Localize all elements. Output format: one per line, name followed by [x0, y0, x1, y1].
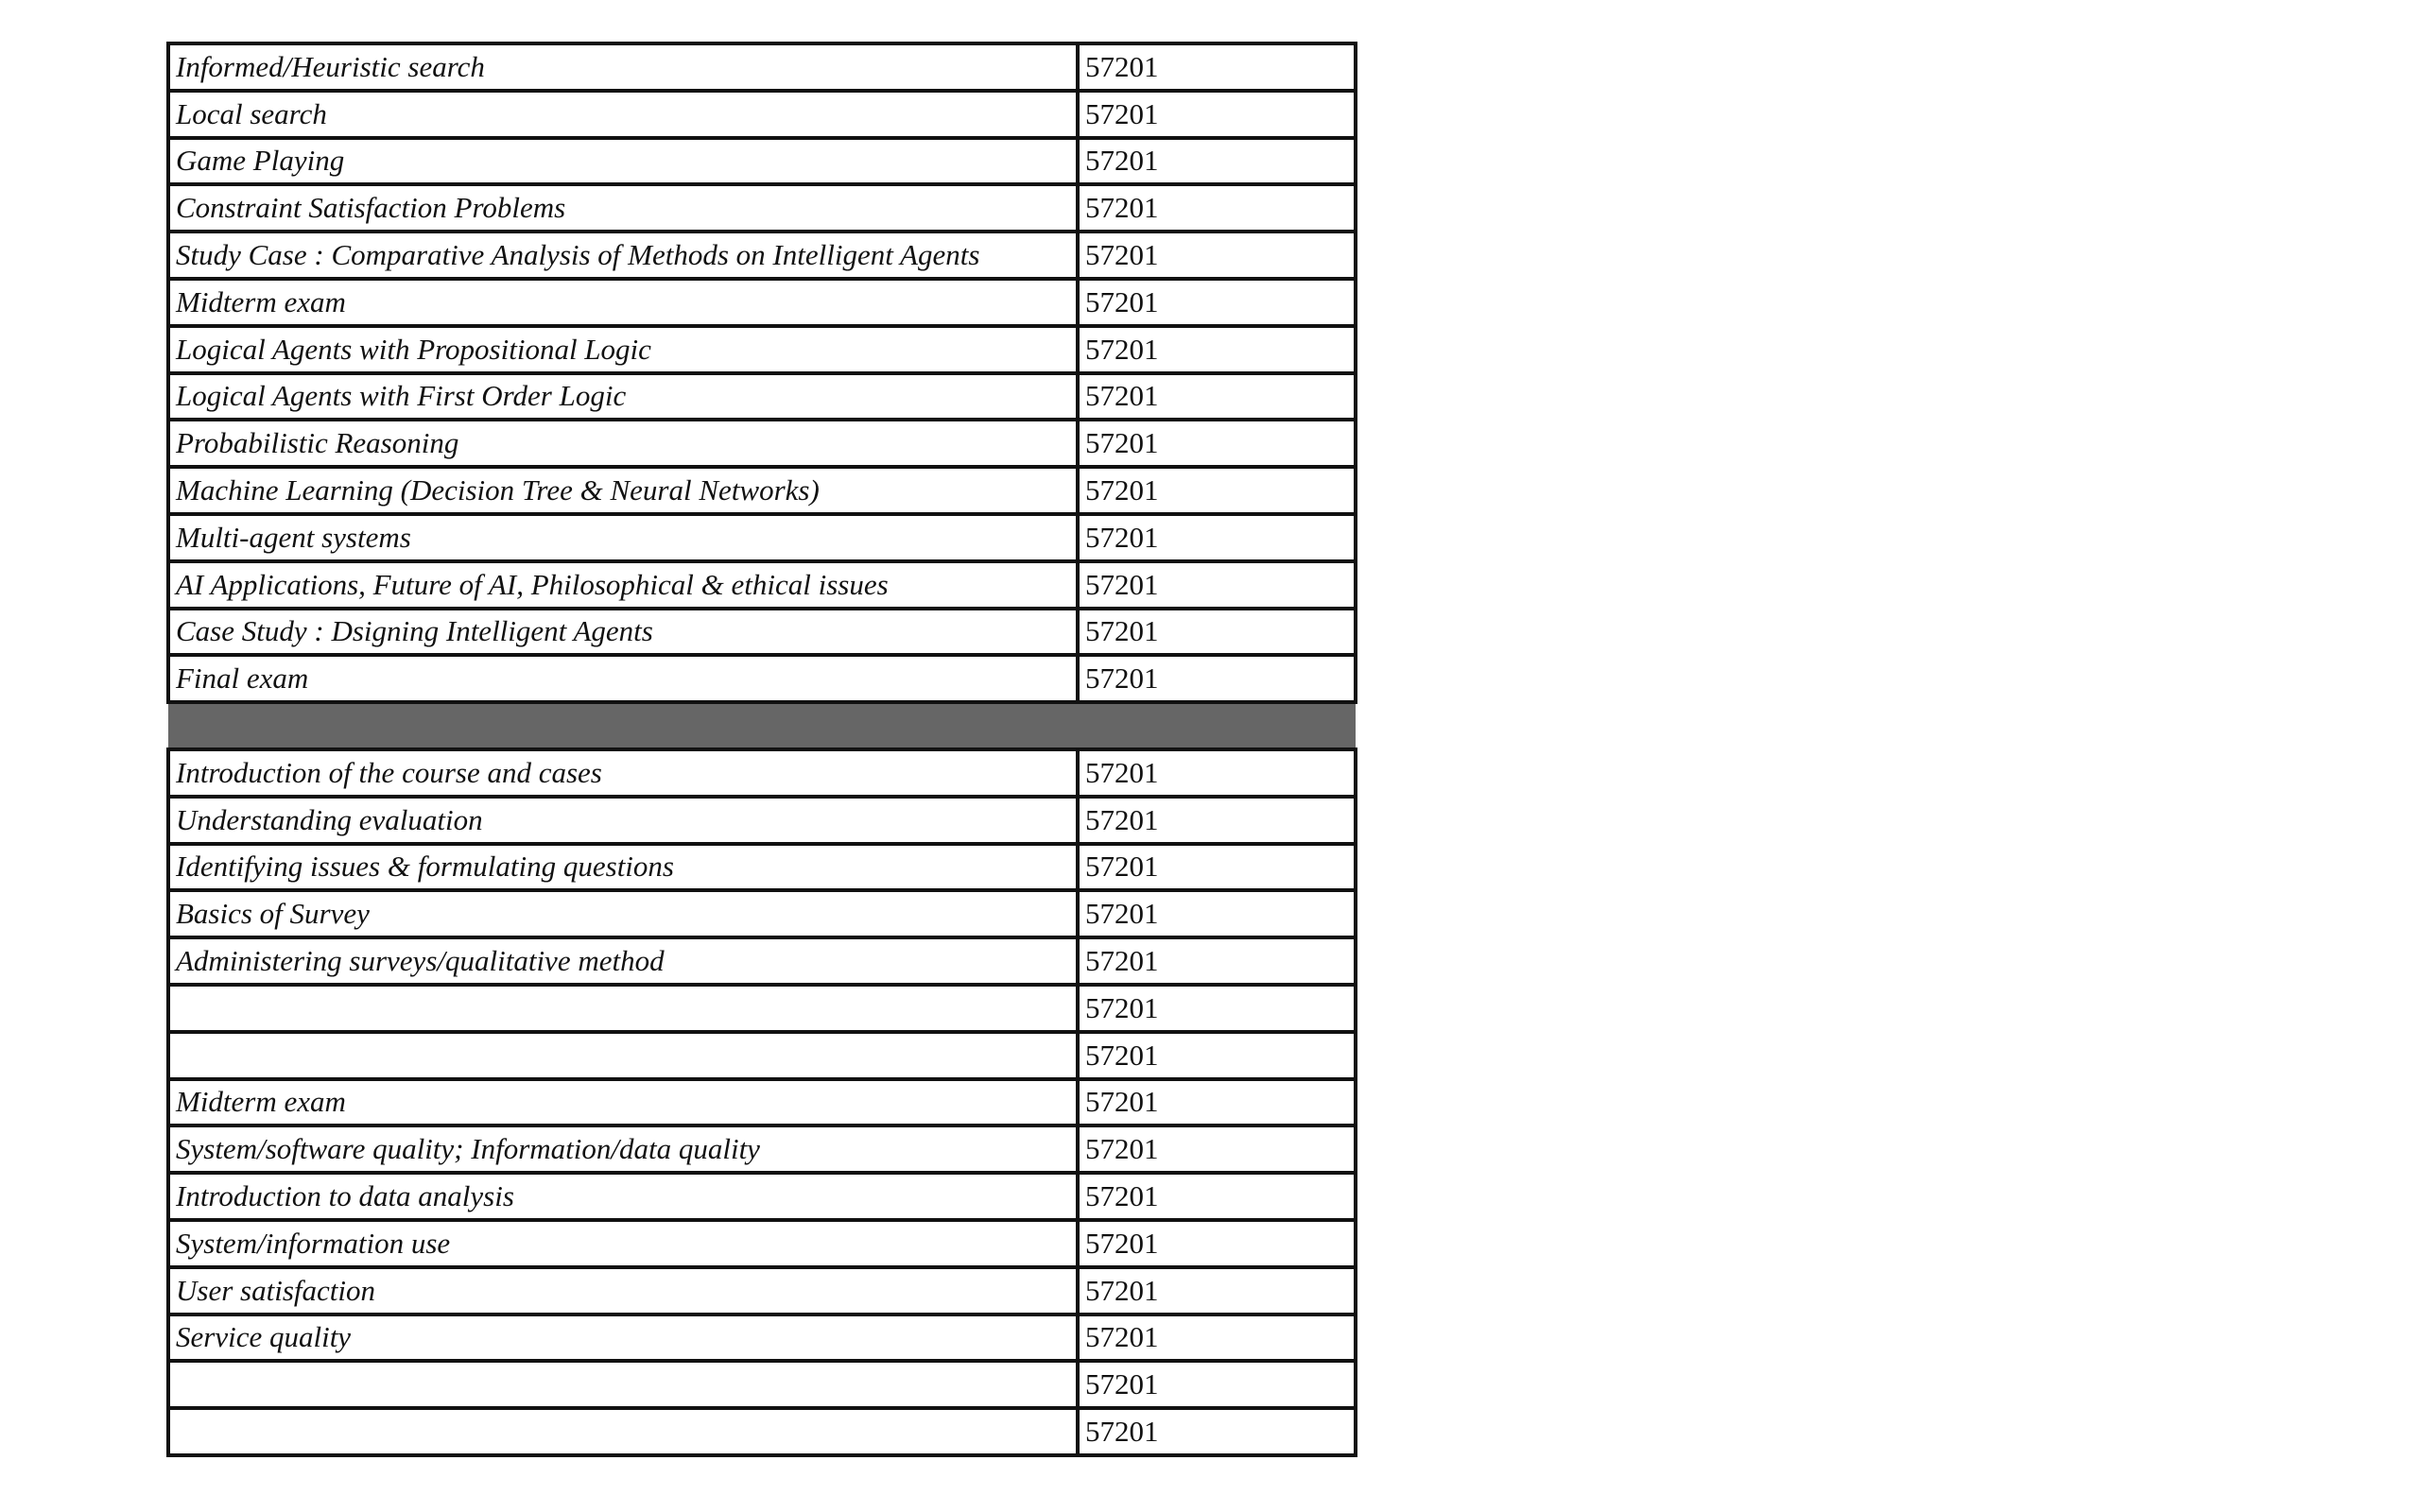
- topic-cell: Machine Learning (Decision Tree & Neural Networks): [168, 467, 1078, 514]
- table-row: [168, 184, 1356, 232]
- topic-cell: [168, 1408, 1078, 1455]
- course-code-cell: 57201: [1078, 1125, 1356, 1173]
- course-code-cell: 57201: [1078, 184, 1356, 232]
- course-code-cell: 57201: [1078, 1314, 1356, 1362]
- table-row: [168, 1408, 1356, 1455]
- table-row: [168, 1220, 1356, 1267]
- course-code-cell: 57201: [1078, 1079, 1356, 1126]
- table-row: [168, 797, 1356, 844]
- table-row: [168, 609, 1356, 656]
- table-row: [168, 420, 1356, 467]
- course-code-cell: 57201: [1078, 138, 1356, 185]
- course-code-cell: 57201: [1078, 420, 1356, 467]
- topic-cell: User satisfaction: [168, 1267, 1078, 1314]
- topic-cell: Introduction of the course and cases: [168, 749, 1078, 797]
- table-row: [168, 985, 1356, 1032]
- course-schedule-table: [166, 42, 1357, 1457]
- course-code-cell: 57201: [1078, 1032, 1356, 1079]
- course-code-cell: 57201: [1078, 985, 1356, 1032]
- table-row: [168, 1125, 1356, 1173]
- course-code-cell: 57201: [1078, 279, 1356, 326]
- topic-cell: Local search: [168, 91, 1078, 138]
- table-row: [168, 1032, 1356, 1079]
- topic-cell: Informed/Heuristic search: [168, 43, 1078, 91]
- course-code-cell: 57201: [1078, 749, 1356, 797]
- topic-cell: Basics of Survey: [168, 890, 1078, 937]
- table-row: [168, 749, 1356, 797]
- course-code-cell: 57201: [1078, 467, 1356, 514]
- table-row: [168, 373, 1356, 421]
- topic-cell: Midterm exam: [168, 279, 1078, 326]
- table-row: [168, 890, 1356, 937]
- course-code-cell: 57201: [1078, 326, 1356, 373]
- course-code-cell: 57201: [1078, 655, 1356, 702]
- topic-cell: [168, 985, 1078, 1032]
- topic-cell: Administering surveys/qualitative method: [168, 937, 1078, 985]
- topic-cell: [168, 1361, 1078, 1408]
- topic-cell: AI Applications, Future of AI, Philosophical & ethical issues: [168, 561, 1078, 609]
- topic-cell: Constraint Satisfaction Problems: [168, 184, 1078, 232]
- course-code-cell: 57201: [1078, 1361, 1356, 1408]
- course-code-cell: 57201: [1078, 844, 1356, 891]
- topic-cell: Logical Agents with First Order Logic: [168, 373, 1078, 421]
- table-row: [168, 1267, 1356, 1314]
- course-code-cell: 57201: [1078, 91, 1356, 138]
- topic-cell: Introduction to data analysis: [168, 1173, 1078, 1220]
- course-code-cell: 57201: [1078, 890, 1356, 937]
- table-row: [168, 655, 1356, 702]
- topic-cell: Probabilistic Reasoning: [168, 420, 1078, 467]
- course-code-cell: 57201: [1078, 373, 1356, 421]
- separator-bar: [168, 702, 1356, 749]
- topic-cell: System/software quality; Information/data quality: [168, 1125, 1078, 1173]
- table-row: [168, 844, 1356, 891]
- table-row: [168, 1361, 1356, 1408]
- table-row: [168, 279, 1356, 326]
- schedule-body: [168, 43, 1356, 1455]
- table-row: [168, 514, 1356, 561]
- table-row: [168, 232, 1356, 279]
- course-code-cell: 57201: [1078, 937, 1356, 985]
- course-code-cell: 57201: [1078, 232, 1356, 279]
- table-row: [168, 326, 1356, 373]
- topic-cell: Service quality: [168, 1314, 1078, 1362]
- section-separator: [168, 702, 1356, 749]
- table-row: [168, 1173, 1356, 1220]
- topic-cell: Identifying issues & formulating questions: [168, 844, 1078, 891]
- course-code-cell: 57201: [1078, 609, 1356, 656]
- topic-cell: System/information use: [168, 1220, 1078, 1267]
- table-row: [168, 1314, 1356, 1362]
- course-code-cell: 57201: [1078, 1173, 1356, 1220]
- course-code-cell: 57201: [1078, 1220, 1356, 1267]
- course-code-cell: 57201: [1078, 561, 1356, 609]
- course-code-cell: 57201: [1078, 1267, 1356, 1314]
- topic-cell: Game Playing: [168, 138, 1078, 185]
- topic-cell: Midterm exam: [168, 1079, 1078, 1126]
- topic-cell: Final exam: [168, 655, 1078, 702]
- topic-cell: Logical Agents with Propositional Logic: [168, 326, 1078, 373]
- topic-cell: [168, 1032, 1078, 1079]
- topic-cell: Understanding evaluation: [168, 797, 1078, 844]
- table-row: [168, 1079, 1356, 1126]
- table-row: [168, 561, 1356, 609]
- table-row: [168, 43, 1356, 91]
- table-row: [168, 91, 1356, 138]
- course-code-cell: 57201: [1078, 43, 1356, 91]
- course-code-cell: 57201: [1078, 1408, 1356, 1455]
- table-row: [168, 138, 1356, 185]
- course-code-cell: 57201: [1078, 514, 1356, 561]
- table-row: [168, 467, 1356, 514]
- course-code-cell: 57201: [1078, 797, 1356, 844]
- table-row: [168, 937, 1356, 985]
- topic-cell: Multi-agent systems: [168, 514, 1078, 561]
- topic-cell: Study Case : Comparative Analysis of Methods on Intelligent Agents: [168, 232, 1078, 279]
- topic-cell: Case Study : Dsigning Intelligent Agents: [168, 609, 1078, 656]
